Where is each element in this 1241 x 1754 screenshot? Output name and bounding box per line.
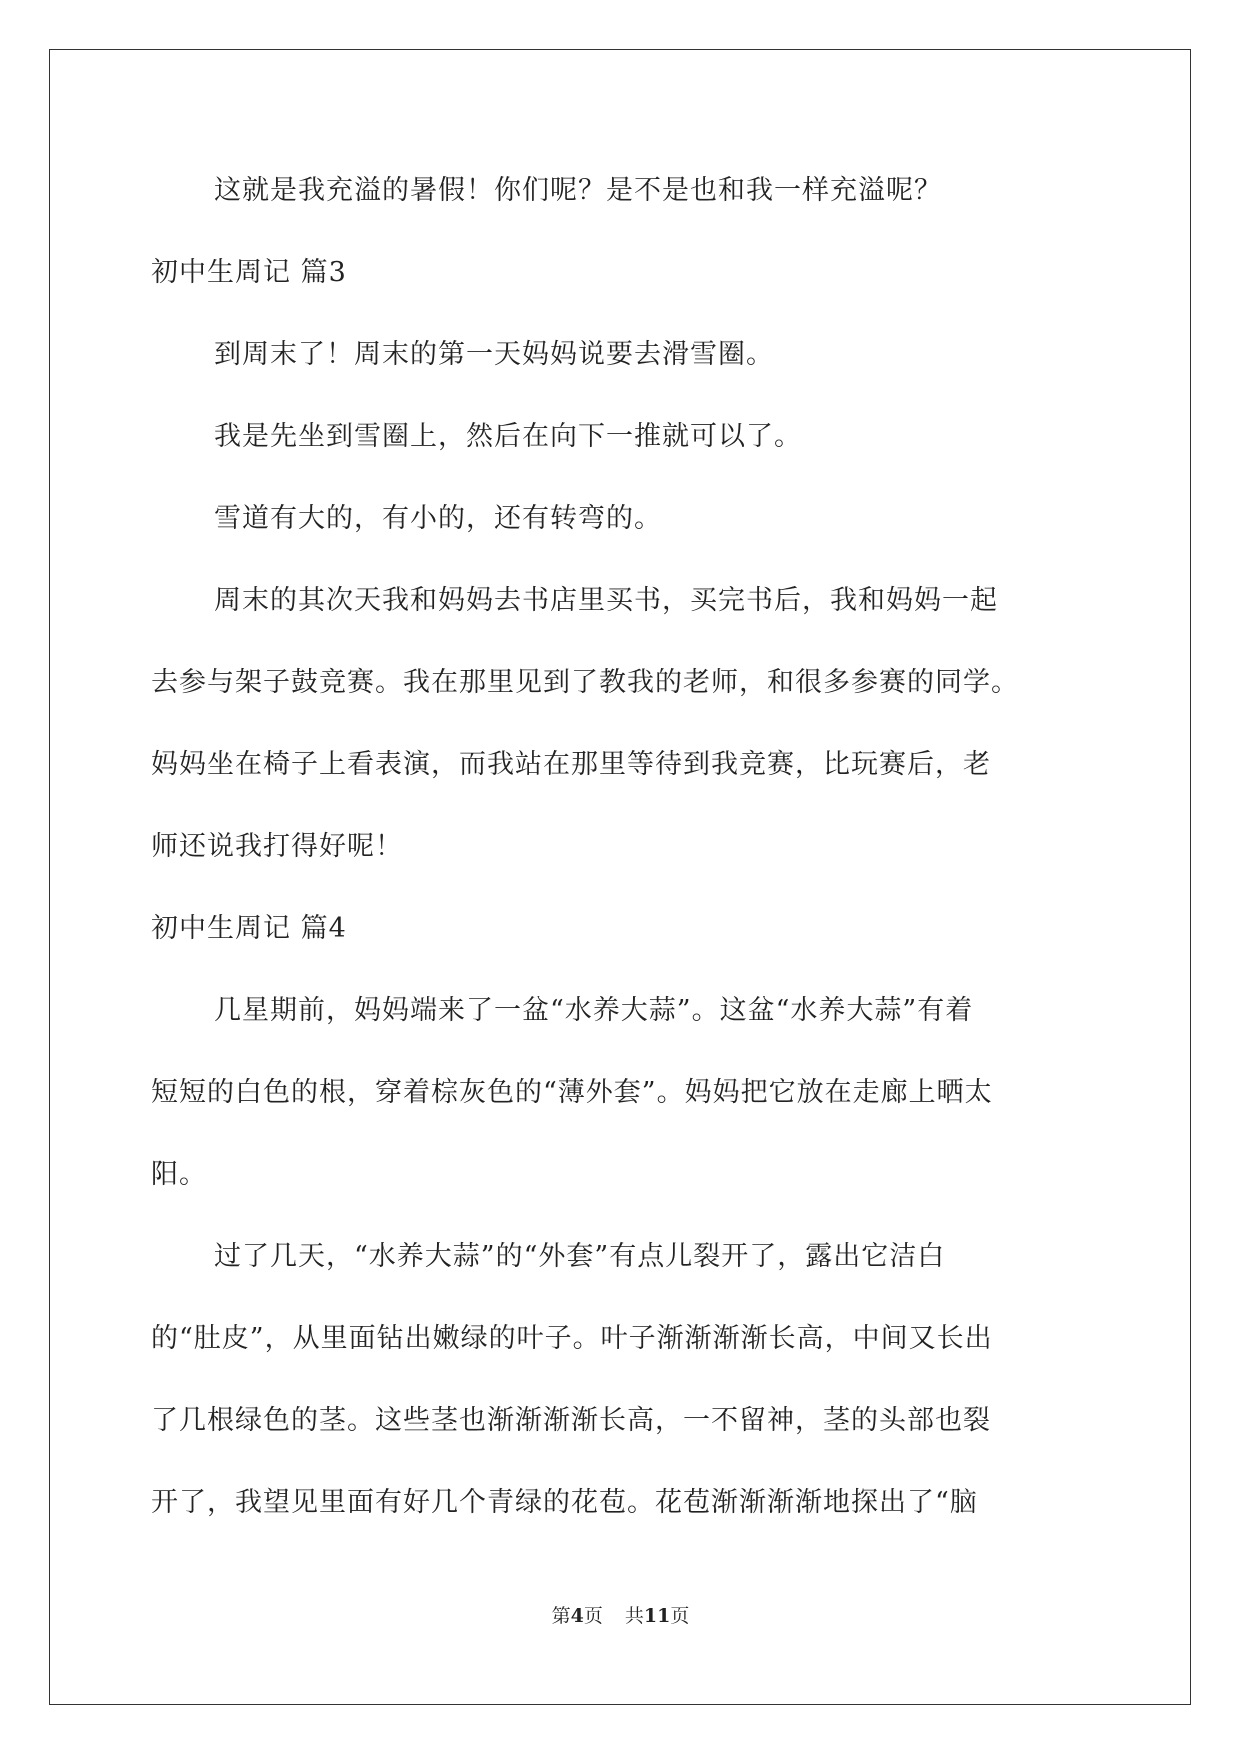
- paragraph-line: 过了几天，“水养大蒜”的“外套”有点儿裂开了，露出它洁白: [214, 1241, 946, 1272]
- paragraph-line: 几星期前，妈妈端来了一盆“水养大蒜”。这盆“水养大蒜”有着: [214, 995, 974, 1026]
- section-heading: 初中生周记 篇3: [151, 257, 347, 288]
- total-prefix: 共: [624, 1605, 644, 1627]
- paragraph-line: 周末的其次天我和妈妈去书店里买书，买完书后，我和妈妈一起: [214, 585, 998, 616]
- paragraph-line: 妈妈坐在椅子上看表演，而我站在那里等待到我竞赛，比玩赛后，老: [151, 749, 991, 780]
- page-footer: [0, 1604, 1241, 1628]
- paragraph-line: 师还说我打得好呢！: [151, 831, 403, 862]
- total-suffix: 页: [670, 1605, 690, 1627]
- paragraph-line: 这就是我充溢的暑假！你们呢？是不是也和我一样充溢呢？: [214, 175, 942, 206]
- page-total: 11: [643, 1605, 671, 1627]
- paragraph-line: 的“肚皮”，从里面钻出嫩绿的叶子。叶子渐渐渐渐长高，中间又长出: [151, 1323, 993, 1354]
- paragraph-line: 到周末了！周末的第一天妈妈说要去滑雪圈。: [214, 339, 774, 370]
- paragraph-line: 了几根绿色的茎。这些茎也渐渐渐渐长高，一不留神，茎的头部也裂: [151, 1405, 991, 1436]
- page-current: 4: [570, 1605, 584, 1627]
- section-heading: 初中生周记 篇4: [151, 913, 347, 944]
- paragraph-line: 我是先坐到雪圈上，然后在向下一推就可以了。: [214, 421, 802, 452]
- paragraph-line: 雪道有大的，有小的，还有转弯的。: [214, 503, 662, 534]
- paragraph-line: 短短的白色的根，穿着棕灰色的“薄外套”。妈妈把它放在走廊上晒太: [151, 1077, 993, 1108]
- page-prefix: 第: [551, 1605, 571, 1627]
- paragraph-line: 阳。: [151, 1159, 207, 1190]
- paragraph-line: 开了，我望见里面有好几个青绿的花苞。花苞渐渐渐渐地探出了“脑: [151, 1487, 978, 1518]
- paragraph-line: 去参与架子鼓竞赛。我在那里见到了教我的老师，和很多参赛的同学。: [151, 667, 1019, 698]
- page-suffix: 页: [583, 1605, 603, 1627]
